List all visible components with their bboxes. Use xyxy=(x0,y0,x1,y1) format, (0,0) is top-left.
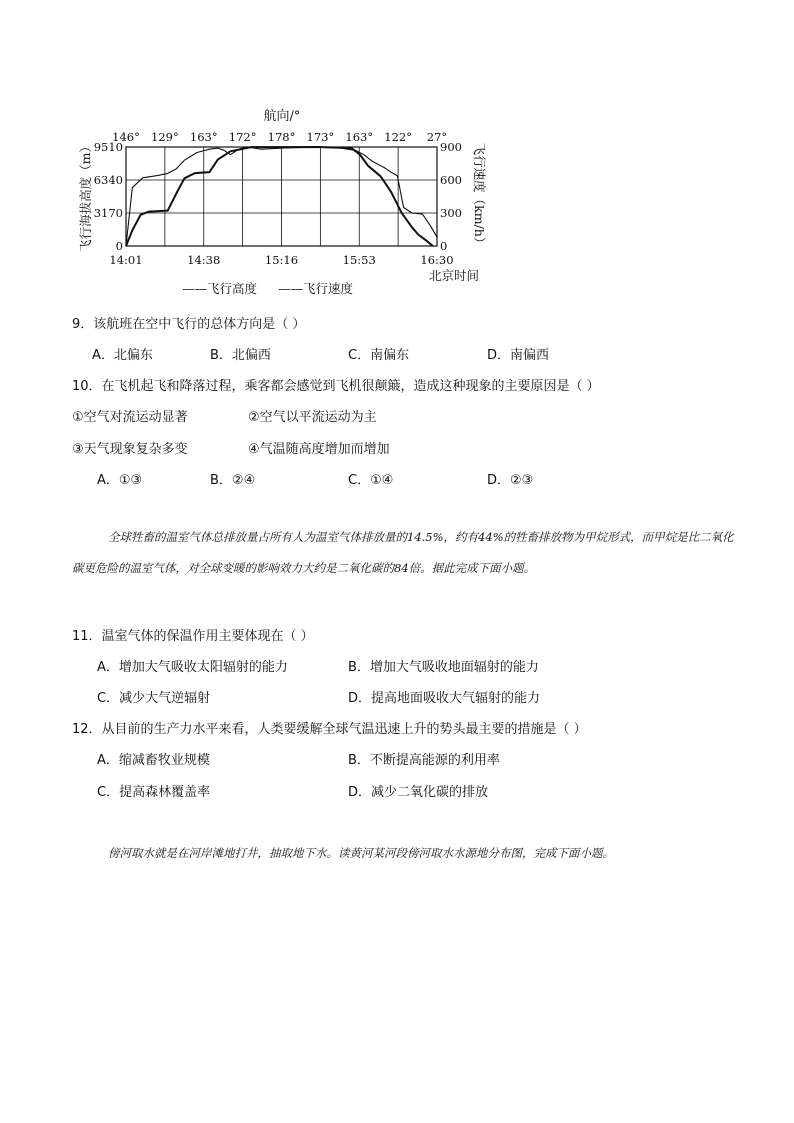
flight-chart xyxy=(70,104,490,296)
q9-stem: 9．该航班在空中飞行的总体方向是（ ） xyxy=(72,317,306,332)
q11-option-c[interactable]: C．减少大气逆辐射 xyxy=(97,691,211,706)
right-tick-labels xyxy=(440,140,462,253)
heading-label: 27° xyxy=(426,130,448,144)
q10-item-4: ④气温随高度增加而增加 xyxy=(248,442,390,457)
heading-label: 129° xyxy=(151,130,179,144)
heading-labels xyxy=(112,130,447,144)
left-axis-label: 飞行海拔高度（m） xyxy=(78,140,93,252)
altitude-line xyxy=(126,147,433,246)
passage-livestock: 全球牲畜的温室气体总排放量占所有人为温室气体排放量的14.5%，约有44%的牲畜排放物为甲烷形式，而甲烷是比二氧化碳更危险的温室气体，对全球变暖的影响效力大约是二氧化碳的84倍。据此完成下面小题。 xyxy=(72,530,734,575)
q11-option-d[interactable]: D．提高地面吸收大气辐射的能力 xyxy=(348,691,541,706)
q12-option-d[interactable]: D．减少二氧化碳的排放 xyxy=(348,785,489,800)
right-tick-label: 600 xyxy=(440,173,462,187)
heading-label: 173° xyxy=(306,130,335,144)
right-tick-label: 900 xyxy=(440,140,462,154)
left-tick-label: 3170 xyxy=(93,206,123,220)
q12-option-a[interactable]: A．缩减畜牧业规模 xyxy=(97,753,210,768)
q9-option-a[interactable]: A．北偏东 xyxy=(92,348,153,363)
heading-label: 122° xyxy=(384,130,412,144)
q12-option-b[interactable]: B．不断提高能源的利用率 xyxy=(348,753,500,768)
q10-option-d[interactable]: D．②③ xyxy=(487,473,534,488)
q10-item-3: ③天气现象复杂多变 xyxy=(72,442,188,457)
q10-option-a[interactable]: A．①③ xyxy=(97,473,143,488)
chart-title: 航向/° xyxy=(263,109,301,124)
q10-stem: 10．在飞机起飞和降落过程，乘客都会感觉到飞机很颠簸，造成这种现象的主要原因是（ ） xyxy=(72,379,600,394)
legend-altitude: ——飞行高度 xyxy=(182,281,258,296)
heading-label: 163° xyxy=(345,130,374,144)
q11-option-a[interactable]: A．增加大气吸收太阳辐射的能力 xyxy=(97,660,288,675)
heading-label: 146° xyxy=(112,130,140,144)
right-axis-label: 飞行速度（km/h） xyxy=(472,142,487,250)
heading-label: 172° xyxy=(228,130,257,144)
x-tick-label: 15:16 xyxy=(264,253,299,267)
q11-stem: 11．温室气体的保温作用主要体现在（ ） xyxy=(72,629,314,644)
x-tick-label: 14:38 xyxy=(187,253,221,267)
grid-lines xyxy=(126,147,437,246)
left-tick-label: 6340 xyxy=(93,173,123,187)
right-tick-label: 0 xyxy=(440,239,448,253)
legend-speed: ——飞行速度 xyxy=(278,281,354,296)
q10-option-b[interactable]: B．②④ xyxy=(210,473,256,488)
left-tick-label: 9510 xyxy=(93,140,123,154)
q10-item-2: ②空气以平流运动为主 xyxy=(248,410,377,425)
q10-item-1: ①空气对流运动显著 xyxy=(72,410,188,425)
q9-option-c[interactable]: C．南偏东 xyxy=(348,348,410,363)
q12-stem: 12．从目前的生产力水平来看，人类要缓解全球气温迅速上升的势头最主要的措施是（ ） xyxy=(72,722,587,737)
x-tick-label: 14:01 xyxy=(109,253,143,267)
q9-option-d[interactable]: D．南偏西 xyxy=(487,348,550,363)
q9-option-b[interactable]: B．北偏西 xyxy=(210,348,271,363)
q12-option-c[interactable]: C．提高森林覆盖率 xyxy=(97,785,211,800)
x-tick-labels xyxy=(109,253,453,267)
heading-label: 178° xyxy=(267,130,296,144)
left-tick-labels xyxy=(94,140,123,253)
passage-riverbank: 傍河取水就是在河岸滩地打井，抽取地下水。读黄河某河段傍河取水水源地分布图，完成下面小题。 xyxy=(108,846,614,860)
x-axis-label: 北京时间 xyxy=(428,268,480,283)
left-tick-label: 0 xyxy=(115,239,123,253)
q10-option-c[interactable]: C．①④ xyxy=(348,473,394,488)
x-tick-label: 15:53 xyxy=(342,253,376,267)
right-tick-label: 300 xyxy=(440,206,462,220)
heading-label: 163° xyxy=(189,130,218,144)
q11-option-b[interactable]: B．增加大气吸收地面辐射的能力 xyxy=(348,660,539,675)
x-tick-label: 16:30 xyxy=(420,253,454,267)
